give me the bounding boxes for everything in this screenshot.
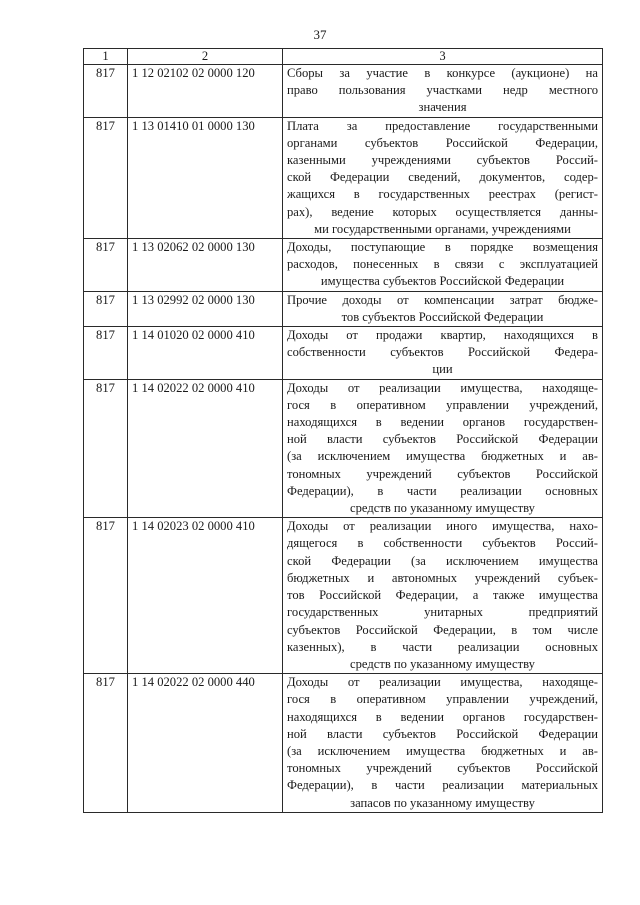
- description-line: ной власти субъектов Российской Федерации: [287, 432, 598, 447]
- description-line: (за исключением имущества бюджетных и ав-: [287, 449, 598, 464]
- description-line: ной власти субъектов Российской Федерации: [287, 726, 598, 741]
- description-line: право пользования участками недр местного: [287, 83, 598, 98]
- description-line: Доходы от реализации имущества, находяще-: [287, 675, 598, 690]
- admin-code-cell: 817: [84, 379, 128, 518]
- description-line: тономных учреждений субъектов Российской: [287, 466, 598, 481]
- description-line: ции: [432, 362, 453, 377]
- description-line: Плата за предоставление государственными: [287, 118, 598, 133]
- description-line: находящихся в ведении органов государствен-: [287, 709, 598, 724]
- description-line: органами субъектов Российской Федерации,: [287, 135, 598, 150]
- table-row: [84, 117, 603, 238]
- description-line: собственности субъектов Российской Федера-: [287, 345, 598, 360]
- table-header-row: [84, 49, 603, 65]
- description-line: (за исключением имущества бюджетных и ав-: [287, 743, 598, 758]
- admin-code-cell: 817: [84, 674, 128, 813]
- table-body: [84, 65, 603, 813]
- description-line: тономных учреждений субъектов Российской: [287, 761, 598, 776]
- column-header-3: 3: [283, 49, 603, 65]
- description-line: запасов по указанному имуществу: [350, 795, 535, 810]
- description-line: значения: [418, 100, 467, 115]
- budget-code-cell: 1 13 02062 02 0000 130: [128, 239, 283, 292]
- description-cell: [283, 518, 603, 674]
- page-number: 37: [313, 27, 327, 42]
- description-line: ской Федерации сведений, документов, содер-: [287, 170, 598, 185]
- admin-code-cell: 817: [84, 327, 128, 380]
- description-cell: [283, 291, 603, 326]
- admin-code-cell: 817: [84, 518, 128, 674]
- description-line: субъектов Российской Федерации, в том числе: [287, 622, 598, 637]
- description-line: Доходы от продажи квартир, находящихся в: [287, 328, 598, 343]
- admin-code-cell: 817: [84, 239, 128, 292]
- description-line: Доходы от реализации имущества, находяще-: [287, 380, 598, 395]
- table-row: [84, 518, 603, 674]
- admin-code-cell: 817: [84, 117, 128, 238]
- description-line: имущества субъектов Российской Федерации: [320, 274, 565, 289]
- description-line: казенных), в части реализации основных: [287, 639, 598, 654]
- description-cell: [283, 117, 603, 238]
- description-line: государственных унитарных предприятий: [287, 605, 598, 620]
- description-cell: [283, 379, 603, 518]
- description-line: тов Российской Федерации, а также имущества: [287, 588, 598, 603]
- description-line: Доходы от реализации иного имущества, нахо-: [287, 519, 598, 534]
- table-row: [84, 239, 603, 292]
- description-line: Прочие доходы от компенсации затрат бюдже-: [287, 292, 598, 307]
- description-line: расходов, понесенных в связи с эксплуатацией: [287, 257, 598, 272]
- table-row: [84, 379, 603, 518]
- budget-code-cell: 1 13 02992 02 0000 130: [128, 291, 283, 326]
- description-cell: [283, 327, 603, 380]
- column-header-1: 1: [84, 49, 128, 65]
- budget-code-cell: 1 14 02023 02 0000 410: [128, 518, 283, 674]
- table-row: [84, 674, 603, 813]
- description-line: ской Федерации (за исключением имущества: [287, 553, 598, 568]
- budget-code-cell: 1 14 01020 02 0000 410: [128, 327, 283, 380]
- table-row: [84, 65, 603, 118]
- table-row: [84, 291, 603, 326]
- description-line: Сборы за участие в конкурсе (аукционе) на: [287, 66, 598, 80]
- budget-code-cell: 1 14 02022 02 0000 440: [128, 674, 283, 813]
- budget-code-cell: 1 13 01410 01 0000 130: [128, 117, 283, 238]
- admin-code-cell: 817: [84, 291, 128, 326]
- description-line: тов субъектов Российской Федерации: [341, 309, 544, 324]
- description-line: жащихся в государственных реестрах (регист-: [287, 187, 598, 202]
- description-line: ми государственными органами, учреждениями: [314, 221, 571, 236]
- column-header-2: 2: [128, 49, 283, 65]
- description-line: бюджетных и автономных учреждений субъек-: [287, 570, 598, 585]
- description-cell: [283, 674, 603, 813]
- budget-code-cell: 1 12 02102 02 0000 120: [128, 65, 283, 118]
- description-line: Федерации), в части реализации материальных: [287, 778, 598, 793]
- admin-code-cell: 817: [84, 65, 128, 118]
- description-cell: [283, 239, 603, 292]
- description-line: гося в оперативном управлении учреждений,: [287, 692, 598, 707]
- budget-code-cell: 1 14 02022 02 0000 410: [128, 379, 283, 518]
- income-codes-table: [83, 48, 603, 813]
- table-row: [84, 327, 603, 380]
- description-line: Доходы, поступающие в порядке возмещения: [287, 240, 598, 255]
- description-line: средств по указанному имуществу: [350, 501, 535, 516]
- description-line: дящегося в собственности субъектов Россий-: [287, 536, 598, 551]
- description-cell: [283, 65, 603, 118]
- description-line: казенными учреждениями субъектов Россий-: [287, 153, 598, 168]
- description-line: Федерации), в части реализации основных: [287, 483, 598, 498]
- description-line: средств по указанному имуществу: [350, 656, 535, 671]
- description-line: находящихся в ведении органов государствен-: [287, 415, 598, 430]
- description-line: рах), ведение которых осуществляется данны-: [287, 204, 598, 219]
- description-line: гося в оперативном управлении учреждений,: [287, 397, 598, 412]
